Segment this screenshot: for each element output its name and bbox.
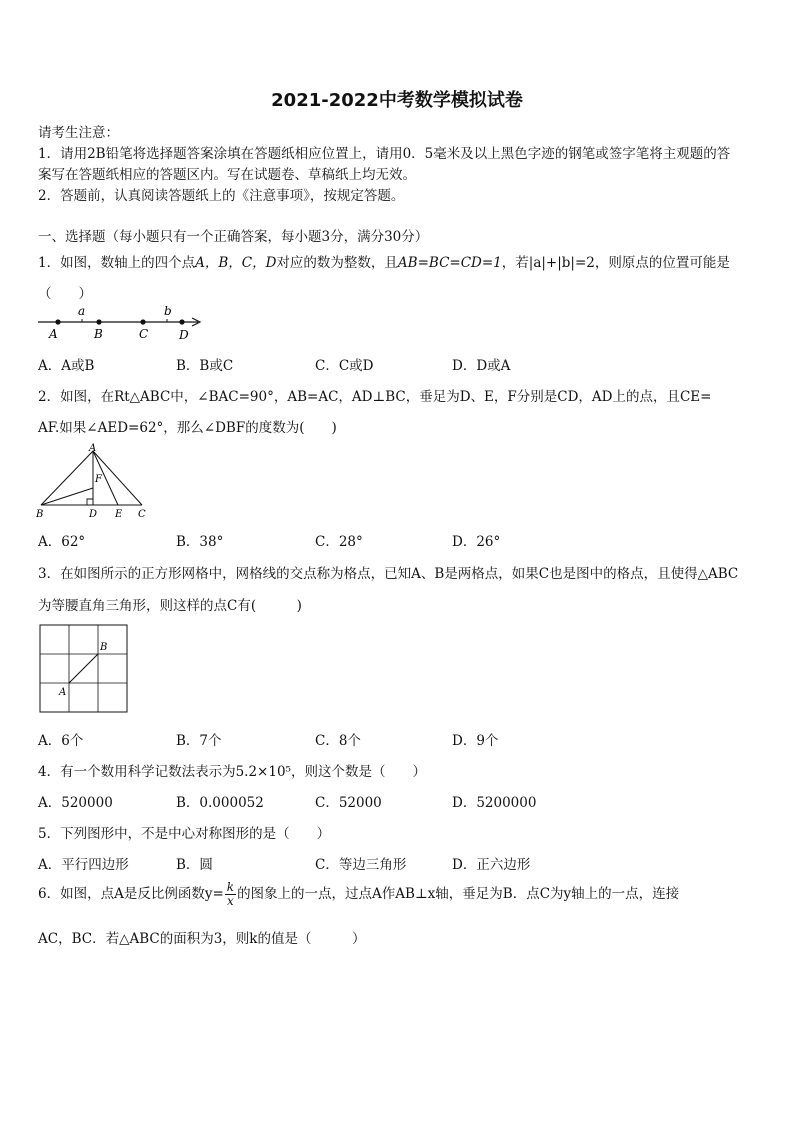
label-B: B bbox=[94, 327, 103, 341]
q1-stem-a: 1．如图，数轴上的四个点 bbox=[38, 255, 196, 271]
q2-option-c[interactable]: C．28° bbox=[315, 534, 363, 550]
point-B-dot bbox=[96, 319, 101, 324]
page-title: 2021-2022中考数学模拟试卷 bbox=[271, 90, 523, 111]
q6-line-1-a: 6．如图，点A是反比例函数y= bbox=[38, 886, 224, 902]
q6-fraction-denominator: x bbox=[227, 894, 234, 908]
q3-option-c[interactable]: C．8个 bbox=[315, 733, 361, 749]
q3-line-1: 3．在如图所示的正方形网格中，网格线的交点称为格点，已知A、B是两格点，如果C也是图中的格点，且使得△ABC bbox=[38, 566, 739, 582]
q6-line-1 bbox=[38, 881, 679, 908]
q4-option-d[interactable]: D．5200000 bbox=[452, 795, 537, 811]
q4-option-a[interactable]: A．520000 bbox=[38, 795, 113, 811]
right-angle-mark bbox=[87, 499, 93, 505]
q3-line-2: 为等腰直角三角形，则这样的点C有( ) bbox=[38, 598, 302, 614]
q3-option-d[interactable]: D．9个 bbox=[452, 733, 499, 749]
q1-points: A，B，C，D bbox=[195, 255, 277, 271]
q5-option-a[interactable]: A．平行四边形 bbox=[38, 857, 129, 873]
notice-line-2: 案写在答题纸相应的答题区内。写在试题卷、草稿纸上均无效。 bbox=[38, 167, 416, 183]
label-D: D bbox=[179, 328, 189, 342]
q5-option-d[interactable]: D．正六边形 bbox=[452, 857, 531, 873]
q6-line-1-b: 的图象上的一点，过点A作AB⊥x轴，垂足为B．点C为y轴上的一点，连接 bbox=[237, 886, 680, 902]
q6-line-2: AC，BC．若△ABC的面积为3，则k的值是（ ） bbox=[38, 931, 366, 947]
q1-option-c[interactable]: C．C或D bbox=[315, 358, 374, 374]
label-A: A bbox=[89, 443, 97, 454]
q1-stem-c: ，若|a|+|b|=2，则原点的位置可能是 bbox=[501, 255, 730, 271]
q1-option-b[interactable]: B．B或C bbox=[176, 358, 234, 374]
label-C: C bbox=[138, 509, 146, 519]
q5-option-c[interactable]: C．等边三角形 bbox=[315, 857, 407, 873]
q3-option-b[interactable]: B．7个 bbox=[176, 733, 222, 749]
label-B: B bbox=[36, 509, 44, 519]
q2-line-2: AF.如果∠AED=62°，那么∠DBF的度数为( ) bbox=[38, 420, 337, 436]
q1-equation: AB=BC=CD=1 bbox=[397, 255, 502, 271]
q1-option-d[interactable]: D．D或A bbox=[452, 358, 511, 374]
point-D-dot bbox=[179, 319, 184, 324]
label-A: A bbox=[49, 327, 58, 341]
label-A: A bbox=[59, 687, 67, 698]
segment-AB bbox=[69, 654, 98, 683]
label-B: B bbox=[100, 642, 108, 653]
q2-option-a[interactable]: A．62° bbox=[38, 534, 86, 550]
notice-line-3: 2．答题前，认真阅读答题纸上的《注意事项》，按规定答题。 bbox=[38, 188, 405, 204]
q5-line-1: 5．下列图形中，不是中心对称图形的是（ ） bbox=[38, 826, 331, 842]
label-F: F bbox=[95, 474, 102, 485]
q5-option-b[interactable]: B．圆 bbox=[176, 857, 213, 873]
label-b: b bbox=[164, 304, 172, 318]
q2-option-d[interactable]: D．26° bbox=[452, 534, 501, 550]
q2-triangle-figure bbox=[34, 443, 156, 519]
point-C-dot bbox=[140, 319, 145, 324]
q2-line-1: 2．如图，在Rt△ABC中，∠BAC=90°，AB=AC，AD⊥BC，垂足为D、E，F分别是CD，AD上的点，且CE= bbox=[38, 389, 712, 405]
q3-grid-figure bbox=[38, 623, 130, 715]
q1-option-a[interactable]: A．A或B bbox=[38, 358, 95, 374]
q1-paren: （ ） bbox=[38, 286, 92, 302]
label-a: a bbox=[78, 304, 86, 318]
q3-option-a[interactable]: A．6个 bbox=[38, 733, 84, 749]
label-E: E bbox=[115, 509, 123, 519]
q1-stem-b: 对应的数为整数，且 bbox=[276, 255, 398, 271]
q1-stem bbox=[38, 251, 730, 271]
q6-fraction bbox=[225, 881, 236, 908]
label-C: C bbox=[139, 327, 149, 341]
q2-option-b[interactable]: B．38° bbox=[176, 534, 224, 550]
label-D: D bbox=[89, 509, 98, 519]
point-A-dot bbox=[55, 319, 60, 324]
q6-fraction-numerator: k bbox=[226, 880, 235, 894]
q4-option-c[interactable]: C．52000 bbox=[315, 795, 382, 811]
q1-number-line-figure bbox=[38, 302, 208, 344]
section-heading: 一、选择题（每小题只有一个正确答案，每小题3分，满分30分） bbox=[38, 229, 429, 245]
q4-line-1: 4．有一个数用科学记数法表示为5.2×10⁵，则这个数是（ ） bbox=[38, 764, 426, 780]
q4-option-b[interactable]: B．0.000052 bbox=[176, 795, 264, 811]
notice-header: 请考生注意： bbox=[38, 125, 119, 141]
notice-line-1: 1．请用2B铅笔将选择题答案涂填在答题纸相应位置上，请用0．5毫米及以上黑色字迹的钢笔或签字笔将主观题的答 bbox=[38, 146, 731, 162]
